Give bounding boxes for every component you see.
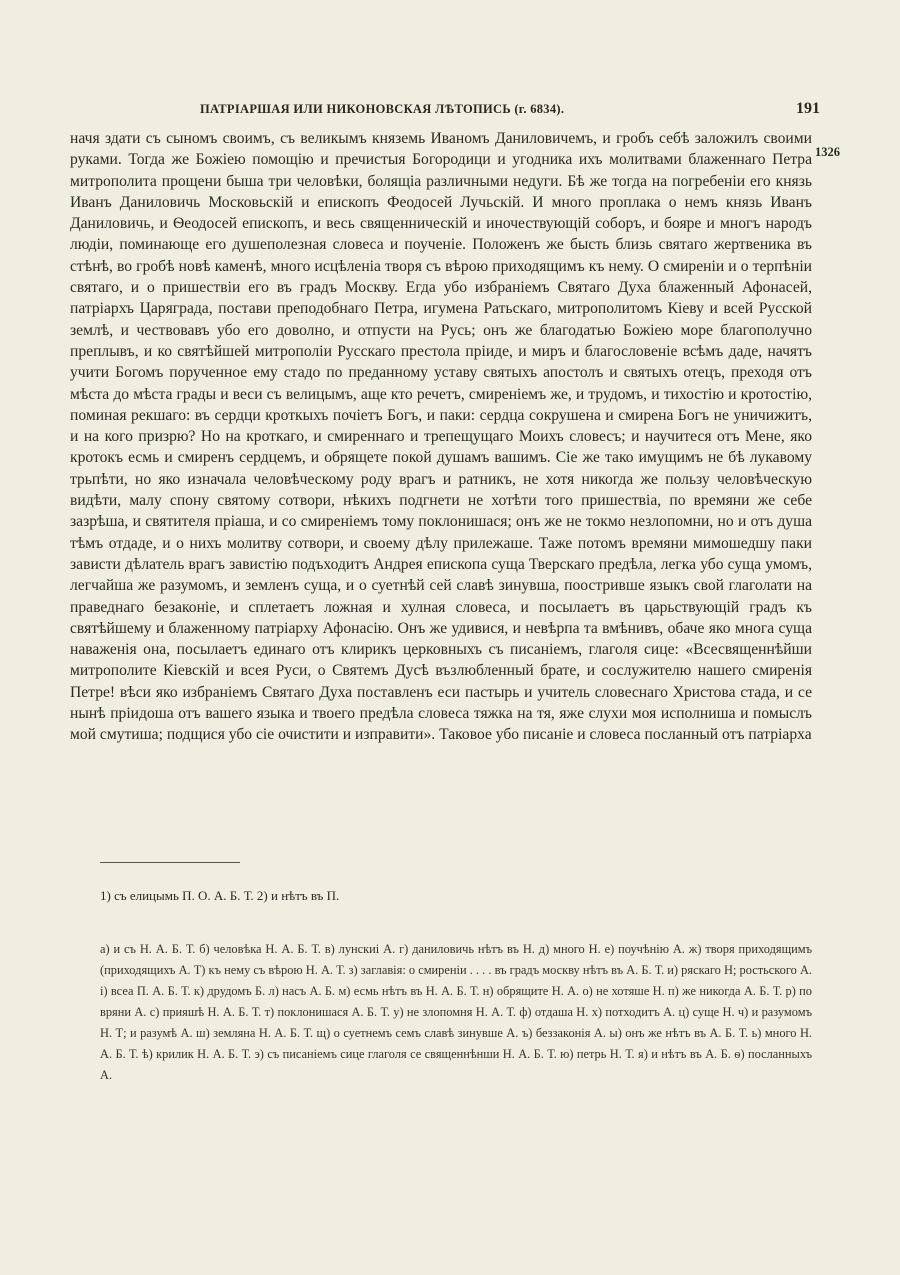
header-title: ПАТРІАРШАЯ ИЛИ НИКОНОВСКАЯ ЛѢТОПИСЬ (г. 6834). [200,102,565,116]
margin-year: 1326 [815,145,840,159]
running-header [200,100,820,118]
variant-readings [100,939,812,1086]
main-text [70,128,812,746]
main-paragraph: начя здати съ сыномъ своимъ, съ великымъ княземь Иваномъ Даниловичемъ, и гробъ себѣ заложилъ своими руками. Тогда же Божіею помощію и пречистыя Богородици и угодника ихъ молитвами блаженнаго Петра митрополита прощени быша три человѣки, болящіа различными недуги. Бѣ же тогда на погребеніи его князь Иванъ Даниловичь Московьскій и епископъ Феодосей Лучьскій. И много проплака о немъ князь Иванъ Даниловичь, и Ѳеодосей епископъ, и весь священническій и иночествующій соборъ, и бояре и многъ народъ людіи, поминающе его душеполезная словеса и поученіе. Положенъ же бысть близь святаго жертвеника въ стѣнѣ, во гробѣ новѣ каменѣ, много исцѣленіа творя съ вѣрою приходящимъ къ нему. О смиреніи и о терпѣніи святаго, и о пришествіи его въ градъ Москву. Егда убо избраніемъ Святаго Духа блаженный Афонасей, патріархъ Царяграда, постави преподобнаго Петра, игумена Ратьскаго, митрополитомъ Кіеву и всей Русской землѣ, и чествовавъ убо его доволно, и отпусти на Русь; онъ же благодатью Божіею море благополучно преплывъ, и ко святѣйшей митрополіи Русскаго престола пріиде, и миръ и благословеніе всѣмъ даде, начятъ учити Богомъ порученное ему стадо по преданному уставу святыхъ апостолъ и святыхъ отецъ, преходя отъ мѣста до мѣста грады и веси съ велицымъ, аще кто речетъ, смиреніемъ же, и трудомъ, и тихостію и кротостію, поминая рекшаго: въ сердци кроткыхъ почіетъ Богъ, и паки: сердца сокрушена и смирена Богъ не уничижитъ, и на кого призрю? Но на кроткаго, и смиреннаго и трепещущаго Моихъ словесъ; и научитеся отъ Мене, яко кротокъ есмь и смиренъ сердцемъ, и обрящете покой душамъ вашимъ. Сіе же тако имущимъ не бѣ лукавому трьпѣти, но яко изначала человѣческому роду врагъ и ратникъ, не хотя никогда же пользу человѣческую видѣти, малу спону святому сотвори, нѣкихъ подгнети не хотѣти того пришествіа, по времяни же себе зазрѣша, и святителя пріаша, и со смиреніемъ тому поклонишася; онъ же не токмо незлопомни, но и отъ душа тѣмъ отдаде, и о нихъ молитву сотвори, и своему дѣлу прилежаше. Таже потомъ времяни мимошедшу паки зависти дѣлатель врагъ завистію подъходитъ Андрея епископа суща Тверскаго предѣла, легка убо суща умомъ, легчайша же разумомъ, и земленъ суща, и о суетнѣй сей славѣ зинувша, поостривше языкъ свой глаголати на праведнаго безаконіе, и сплетаетъ ложная и хулная словеса, и посылаетъ въ царьствующій градъ къ святѣйшему и блаженному патріарху Афонасію. Онъ же удивися, и невѣрпа та вмѣнивъ, обаче яко многа суща наваженія она, посылаетъ единаго отъ клирикъ церковныхъ съ писаніемъ, глаголя сице: «Всесвященнѣйши митрополите Кіевскій и всея Руси, о Святемъ Дусѣ възлюбленный брате, и сослужителю нашего смиренія Петре! вѣси яко избраніемъ Святаго Духа поставленъ еси пастырь и учитель словеснаго Христова стада, и се нынѣ пріидоша отъ вашего языка и твоего предѣла словеса тяжка на тя, яже слухи моя исполниша и помыслъ мой смутиша; подщися убо сіе очистити и изправити». Таковое убо писаніе и словеса посланный отъ патріарха [70,130,812,744]
footnote: 1) съ елицымь П. О. А. Б. Т. 2) и нѣтъ въ П. [100,888,340,903]
footnote-divider [100,862,240,863]
variant-readings-text: а) и съ Н. А. Б. Т. б) человѣка Н. А. Б. Т. в) лунскиі А. г) даниловичь нѣтъ въ Н. д) много Н. е) поучѣнію А. ж) творя приходящимъ (приходящихъ А. Т) къ нему съ вѣрою Н. А. Т. з) заглавія: о смиреніи . . . . въ градъ москву нѣтъ въ А. Б. Т. и) ряскаго Н; ростьского А. і) всеа П. А. Б. Т. к) друдомъ Б. л) насъ А. Б. м) есмь нѣтъ въ Н. А. Б. Т. н) обрящите Н. А. о) не хотяше Н. п) же никогда А. Б. Т. р) по вряни А. с) прияшѣ Н. А. Б. Т. т) поклонишася А. Б. Т. у) не злопомня Н. А. Т. ф) отдаша Н. х) потходитъ А. ц) суще Н. ч) и разумомъ Н. Т; и разумѣ А. ш) землянa Н. А. Б. Т. щ) о суетнемъ семъ славѣ зинувше А. ъ) беззаконія А. ы) онъ же нѣтъ въ А. Б. Т. ь) много Н. А. Б. Т. ѣ) крилик Н. А. Б. Т. э) съ писаніемъ сице глаголя се священнѣнши Н. А. Б. Т. ю) петрь Н. Т. я) и нѣтъ въ А. Б. ѳ) посланныхъ А. [100,942,812,1082]
page-number: 191 [796,100,820,117]
